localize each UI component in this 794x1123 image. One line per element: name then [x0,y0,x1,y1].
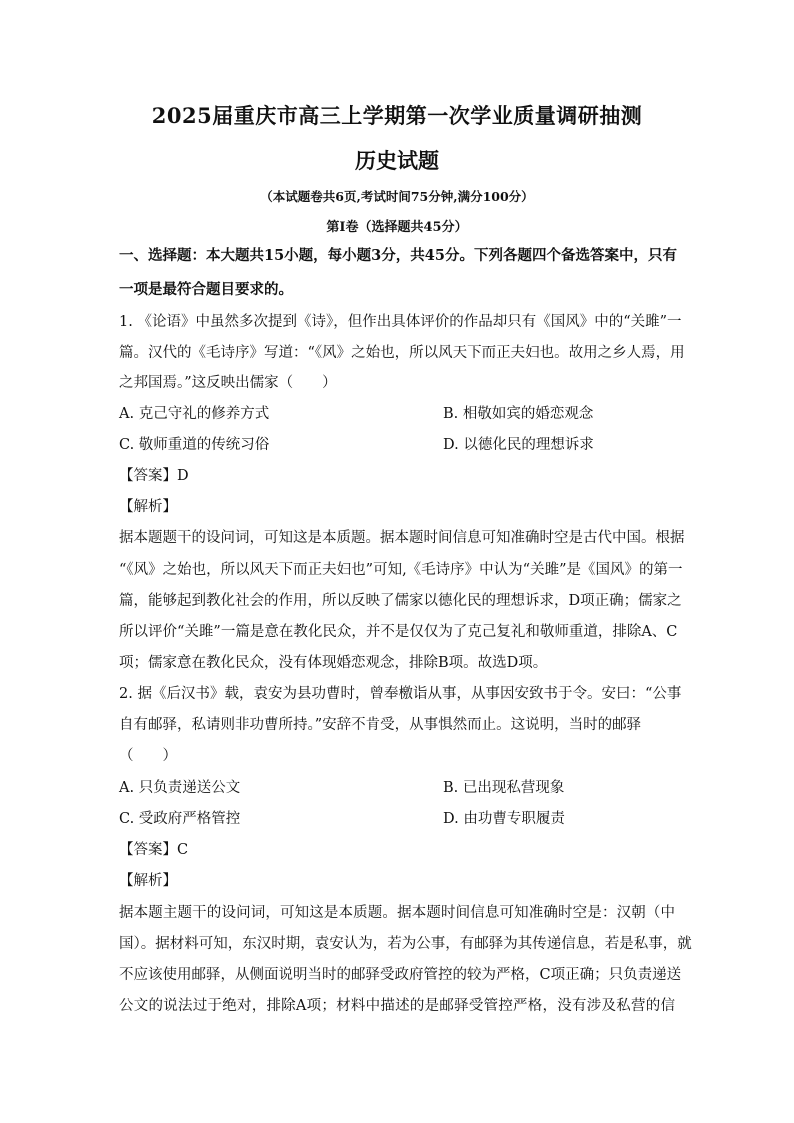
part-heading: 第Ⅰ卷（选择题共45分） [326,220,468,235]
analysis-text: 据本题题干的设问词，可知这是本质题。据本题时间信息可知准确时空是古代中国。根据 [119,530,685,546]
question-stem: 1. 《论语》中虽然多次提到《诗》，但作出具体评价的作品却只有《国风》中的“关雎”一 [119,314,682,330]
answer-label: 【答案】D [119,468,189,484]
analysis-text: 项；儒家意在教化民众，没有体现婚恋观念，排除B项。故选D项。 [119,655,548,671]
question-stem: 自有邮驿，私请则非功曹所持。”安辞不肯受，从事惧然而止。这说明，当时的邮驿 [119,717,642,733]
option-b: B. 相敬如宾的婚恋观念 [443,406,594,422]
option-d: D. 由功曹专职履责 [443,811,565,827]
question-stem: 2. 据《后汉书》载，袁安为县功曹时，曾奉檄诣从事，从事因安致书于令。安曰：“公事 [119,686,682,702]
question-stem: （ ） [119,748,177,764]
option-c: C. 敬师重道的传统习俗 [119,437,270,453]
analysis-text: 不应该使用邮驿，从侧面说明当时的邮驿受政府管控的较为严格，C项正确；只负责递送 [119,967,682,983]
question-stem: 之邦国焉。”这反映出儒家（ ） [119,375,337,391]
analysis-text: 公文的说法过于绝对，排除A项；材料中描述的是邮驿受管控严格，没有涉及私营的信 [119,998,675,1014]
section-heading: 一、选择题：本大题共15小题，每小题3分，共45分。下列各题四个备选答案中，只有 [119,247,677,264]
answer-label: 【答案】C [119,842,189,858]
option-d: D. 以德化民的理想诉求 [443,437,594,453]
page-subtitle: 历史试题 [355,148,439,173]
option-c: C. 受政府严格管控 [119,811,241,827]
option-b: B. 已出现私营现象 [443,780,565,796]
analysis-label: 【解析】 [119,873,177,889]
analysis-text: 据本题主题干的设问词，可知这是本质题。据本题时间信息可知准确时空是：汉朝（中 [119,905,675,921]
option-a: A. 只负责递送公文 [119,780,241,796]
option-a: A. 克己守礼的修养方式 [119,406,270,422]
analysis-text: 篇，能够起到教化社会的作用，所以反映了儒家以德化民的理想诉求，D项正确；儒家之 [119,593,682,609]
section-heading: 一项是最符合题目要求的。 [119,281,293,298]
analysis-text: 国）。据材料可知，东汉时期，袁安认为，若为公事，有邮驿为其传递信息，若是私事，就 [119,936,692,952]
analysis-label: 【解析】 [119,499,177,515]
exam-info: （本试题卷共6页,考试时间75分钟,满分100分） [260,189,534,204]
question-stem: 篇。汉代的《毛诗序》写道：“《风》之始也，所以风天下而正夫妇也。故用之乡人焉，用 [119,345,685,361]
page-title: 2025届重庆市高三上学期第一次学业质量调研抽测 [151,103,643,128]
analysis-text: “《风》之始也，所以风天下而正夫妇也”可知,《毛诗序》中认为“关雎”是《国风》的第一 [119,562,683,578]
analysis-text: 所以评价“关雎”一篇是意在教化民众，并不是仅仅为了克己复礼和敬师重道，排除A、C [119,624,678,640]
